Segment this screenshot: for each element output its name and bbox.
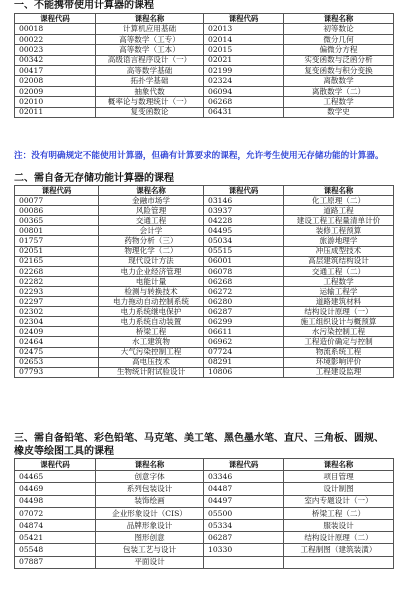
course-code-cell: 04498 xyxy=(15,495,96,507)
course-code-cell: 02297 xyxy=(15,297,99,307)
course-name-cell: 工程建设监理 xyxy=(284,367,394,377)
course-name-cell: 偏微分方程 xyxy=(284,45,394,55)
section-3-title: 三、需自备铅笔、彩色铅笔、马克笔、美工笔、黑色墨水笔、直尺、三角板、圆规、橡皮等绘图工具的课程 xyxy=(14,433,384,457)
course-code-cell: 03937 xyxy=(204,206,284,216)
course-code-cell: 05500 xyxy=(204,507,284,519)
course-code-cell: 04469 xyxy=(15,483,96,495)
course-name-cell: 工程数学 xyxy=(284,276,394,286)
table-row xyxy=(15,337,394,347)
course-name-cell: 大气污染控制工程 xyxy=(99,347,204,357)
table-row xyxy=(15,256,394,266)
course-name-cell: 品牌形象设计 xyxy=(96,519,204,531)
course-name-cell: 交通工程（二） xyxy=(284,266,394,276)
course-name-cell: 工程制图（建筑装潢） xyxy=(284,544,394,556)
column-header: 课程代码 xyxy=(15,459,96,471)
section-1-table xyxy=(14,13,394,118)
course-name-cell: 数学史 xyxy=(284,107,394,117)
course-name-cell: 水工建筑物 xyxy=(99,337,204,347)
course-code-cell: 07724 xyxy=(204,347,284,357)
course-name-cell: 系列包装设计 xyxy=(96,483,204,495)
course-name-cell: 桥梁工程（二） xyxy=(284,507,394,519)
course-name-cell: 金融市场学 xyxy=(99,196,204,206)
course-name-cell: 物理化学（二） xyxy=(99,246,204,256)
course-code-cell: 06094 xyxy=(204,86,284,96)
course-name-cell: 装修工程预算 xyxy=(284,226,394,236)
course-name-cell: 装饰绘画 xyxy=(96,495,204,507)
course-code-cell: 07072 xyxy=(15,507,96,519)
course-code-cell: 07887 xyxy=(15,556,96,568)
course-name-cell: 结构设计原理（一） xyxy=(284,307,394,317)
course-name-cell: 会计学 xyxy=(99,226,204,236)
course-code-cell: 10330 xyxy=(204,544,284,556)
course-name-cell: 运输工程学 xyxy=(284,286,394,296)
course-code-cell: 02165 xyxy=(15,256,99,266)
course-name-cell: 复变函数论 xyxy=(96,107,204,117)
course-code-cell: 06287 xyxy=(204,532,284,544)
course-name-cell: 道路工程 xyxy=(284,206,394,216)
section-1-title: 一、不能携带使用计算器的课程 xyxy=(14,0,154,11)
course-name-cell: 平面设计 xyxy=(96,556,204,568)
course-code-cell: 02199 xyxy=(204,65,284,75)
column-header: 课程名称 xyxy=(284,14,394,24)
table-row xyxy=(15,286,394,296)
course-code-cell: 00417 xyxy=(15,65,96,75)
course-name-cell xyxy=(284,556,394,568)
course-name-cell: 抽象代数 xyxy=(96,86,204,96)
table-row xyxy=(15,471,394,483)
table-row xyxy=(15,45,394,55)
table-row xyxy=(15,206,394,216)
table-row xyxy=(15,86,394,96)
course-name-cell: 离散数学 xyxy=(284,76,394,86)
column-header: 课程代码 xyxy=(204,14,284,24)
course-name-cell: 现代设计方法 xyxy=(99,256,204,266)
table-row xyxy=(15,55,394,65)
course-code-cell: 07793 xyxy=(15,367,99,377)
course-name-cell: 工程数学 xyxy=(284,97,394,107)
course-name-cell: 环境影响评价 xyxy=(284,357,394,367)
column-header: 课程名称 xyxy=(96,14,204,24)
course-name-cell: 概率论与数理统计（一） xyxy=(96,97,204,107)
course-code-cell: 06268 xyxy=(204,276,284,286)
course-code-cell: 05034 xyxy=(204,236,284,246)
course-code-cell: 02014 xyxy=(204,34,284,44)
table-row xyxy=(15,246,394,256)
course-name-cell: 项目管理 xyxy=(284,471,394,483)
course-code-cell: 04874 xyxy=(15,519,96,531)
table-row xyxy=(15,236,394,246)
course-name-cell: 电力企业经济管理 xyxy=(99,266,204,276)
course-code-cell: 02009 xyxy=(15,86,96,96)
course-code-cell: 02409 xyxy=(15,327,99,337)
course-name-cell: 图形创意 xyxy=(96,532,204,544)
course-code-cell: 03146 xyxy=(204,196,284,206)
course-code-cell: 02015 xyxy=(204,45,284,55)
course-name-cell: 企业形象设计（CIS） xyxy=(96,507,204,519)
course-name-cell: 包装工艺与设计 xyxy=(96,544,204,556)
course-code-cell: 00023 xyxy=(15,45,96,55)
course-code-cell: 06299 xyxy=(204,317,284,327)
course-name-cell: 桥梁工程 xyxy=(99,327,204,337)
course-code-cell: 00801 xyxy=(15,226,99,236)
table-row xyxy=(15,532,394,544)
table-row xyxy=(15,347,394,357)
column-header: 课程代码 xyxy=(204,459,284,471)
course-name-cell: 高电压技术 xyxy=(99,357,204,367)
course-code-cell: 04228 xyxy=(204,216,284,226)
course-code-cell: 02282 xyxy=(15,276,99,286)
course-code-cell: 02324 xyxy=(204,76,284,86)
course-code-cell: 02268 xyxy=(15,266,99,276)
table-row xyxy=(15,107,394,117)
table-row xyxy=(15,357,394,367)
column-header: 课程名称 xyxy=(284,459,394,471)
course-code-cell: 02013 xyxy=(204,24,284,34)
course-code-cell: 02011 xyxy=(15,107,96,117)
course-name-cell: 电力系统自动装置 xyxy=(99,317,204,327)
table-row xyxy=(15,266,394,276)
course-name-cell: 旅游地理学 xyxy=(284,236,394,246)
course-code-cell: 04497 xyxy=(204,495,284,507)
table-row xyxy=(15,34,394,44)
course-code-cell: 00365 xyxy=(15,216,99,226)
course-name-cell: 高等数学基础 xyxy=(96,65,204,75)
course-code-cell: 06272 xyxy=(204,286,284,296)
course-name-cell: 生物统计附试验设计 xyxy=(99,367,204,377)
course-code-cell: 08291 xyxy=(204,357,284,367)
column-header: 课程名称 xyxy=(96,459,204,471)
course-name-cell: 拓扑学基础 xyxy=(96,76,204,86)
course-name-cell: 高级语言程序设计（一） xyxy=(96,55,204,65)
course-code-cell: 05515 xyxy=(204,246,284,256)
course-code-cell: 02008 xyxy=(15,76,96,86)
course-code-cell: 04465 xyxy=(15,471,96,483)
course-code-cell: 00018 xyxy=(15,24,96,34)
course-name-cell: 电力拖动自动控制系统 xyxy=(99,297,204,307)
course-name-cell: 高等数学（工专） xyxy=(96,34,204,44)
course-name-cell: 设计制图 xyxy=(284,483,394,495)
course-code-cell: 00022 xyxy=(15,34,96,44)
course-code-cell: 02293 xyxy=(15,286,99,296)
table-row xyxy=(15,76,394,86)
table-row xyxy=(15,327,394,337)
table-row xyxy=(15,317,394,327)
course-code-cell: 02302 xyxy=(15,307,99,317)
course-name-cell: 创意字体 xyxy=(96,471,204,483)
course-name-cell: 化工原理（二） xyxy=(284,196,394,206)
course-name-cell: 计算机应用基础 xyxy=(96,24,204,34)
course-code-cell: 02475 xyxy=(15,347,99,357)
course-code-cell: 06268 xyxy=(204,97,284,107)
course-name-cell: 工程造价确定与控制 xyxy=(284,337,394,347)
course-code-cell: 05421 xyxy=(15,532,96,544)
course-code-cell: 01757 xyxy=(15,236,99,246)
table-row xyxy=(15,544,394,556)
course-name-cell: 高等数学（工本） xyxy=(96,45,204,55)
course-name-cell: 交通工程 xyxy=(99,216,204,226)
course-code-cell: 00086 xyxy=(15,206,99,216)
course-name-cell: 电力系统继电保护 xyxy=(99,307,204,317)
section-2-title: 二、需自备无存储功能计算器的课程 xyxy=(14,173,174,184)
table-row xyxy=(15,483,394,495)
course-name-cell: 检测与转换技术 xyxy=(99,286,204,296)
course-name-cell: 物流系统工程 xyxy=(284,347,394,357)
course-name-cell: 水污染控制工程 xyxy=(284,327,394,337)
course-name-cell: 道路建筑材料 xyxy=(284,297,394,307)
course-code-cell: 02464 xyxy=(15,337,99,347)
course-name-cell: 施工组织设计与概预算 xyxy=(284,317,394,327)
table-row xyxy=(15,307,394,317)
course-name-cell: 微分几何 xyxy=(284,34,394,44)
column-header: 课程代码 xyxy=(204,186,284,196)
table-row xyxy=(15,226,394,236)
course-name-cell: 初等数论 xyxy=(284,24,394,34)
course-name-cell: 结构设计原理（二） xyxy=(284,532,394,544)
course-code-cell: 06078 xyxy=(204,266,284,276)
column-header: 课程名称 xyxy=(284,186,394,196)
course-code-cell: 06431 xyxy=(204,107,284,117)
course-code-cell: 00342 xyxy=(15,55,96,65)
table-row xyxy=(15,556,394,568)
course-code-cell: 06280 xyxy=(204,297,284,307)
course-name-cell: 实变函数与泛函分析 xyxy=(284,55,394,65)
calculator-note: 注：没有明确规定不能使用计算器，但确有计算要求的课程，允许考生使用无存储功能的计算器。 xyxy=(14,151,384,161)
course-code-cell: 02653 xyxy=(15,357,99,367)
course-code-cell: 04495 xyxy=(204,226,284,236)
course-code-cell: 03346 xyxy=(204,471,284,483)
course-code-cell xyxy=(204,556,284,568)
course-name-cell: 药物分析（三） xyxy=(99,236,204,246)
course-name-cell: 风险管理 xyxy=(99,206,204,216)
course-code-cell: 02051 xyxy=(15,246,99,256)
course-code-cell: 06611 xyxy=(204,327,284,337)
course-code-cell: 04487 xyxy=(204,483,284,495)
course-code-cell: 02021 xyxy=(204,55,284,65)
table-row xyxy=(15,24,394,34)
table-row xyxy=(15,196,394,206)
course-code-cell: 06962 xyxy=(204,337,284,347)
course-code-cell: 06001 xyxy=(204,256,284,266)
table-row xyxy=(15,367,394,377)
course-code-cell: 02010 xyxy=(15,97,96,107)
column-header: 课程代码 xyxy=(15,186,99,196)
course-code-cell: 00077 xyxy=(15,196,99,206)
header-row xyxy=(15,14,394,24)
course-code-cell: 10806 xyxy=(204,367,284,377)
course-code-cell: 05548 xyxy=(15,544,96,556)
table-row xyxy=(15,216,394,226)
column-header: 课程代码 xyxy=(15,14,96,24)
course-name-cell: 建设工程工程量清单计价 xyxy=(284,216,394,226)
column-header: 课程名称 xyxy=(99,186,204,196)
header-row xyxy=(15,459,394,471)
course-name-cell: 冲压成型技术 xyxy=(284,246,394,256)
course-code-cell: 02304 xyxy=(15,317,99,327)
course-code-cell: 05334 xyxy=(204,519,284,531)
header-row xyxy=(15,186,394,196)
course-name-cell: 复变函数与积分变换 xyxy=(284,65,394,75)
course-name-cell: 电能计量 xyxy=(99,276,204,286)
table-row xyxy=(15,519,394,531)
table-row xyxy=(15,65,394,75)
table-row xyxy=(15,495,394,507)
section-2-table xyxy=(14,185,394,378)
table-row xyxy=(15,507,394,519)
course-name-cell: 离散数学（二） xyxy=(284,86,394,96)
table-row xyxy=(15,276,394,286)
course-name-cell: 室内专题设计（一） xyxy=(284,495,394,507)
section-3-table xyxy=(14,458,394,569)
table-row xyxy=(15,297,394,307)
table-row xyxy=(15,97,394,107)
course-name-cell: 服装设计 xyxy=(284,519,394,531)
course-code-cell: 06287 xyxy=(204,307,284,317)
course-name-cell: 高层建筑结构设计 xyxy=(284,256,394,266)
